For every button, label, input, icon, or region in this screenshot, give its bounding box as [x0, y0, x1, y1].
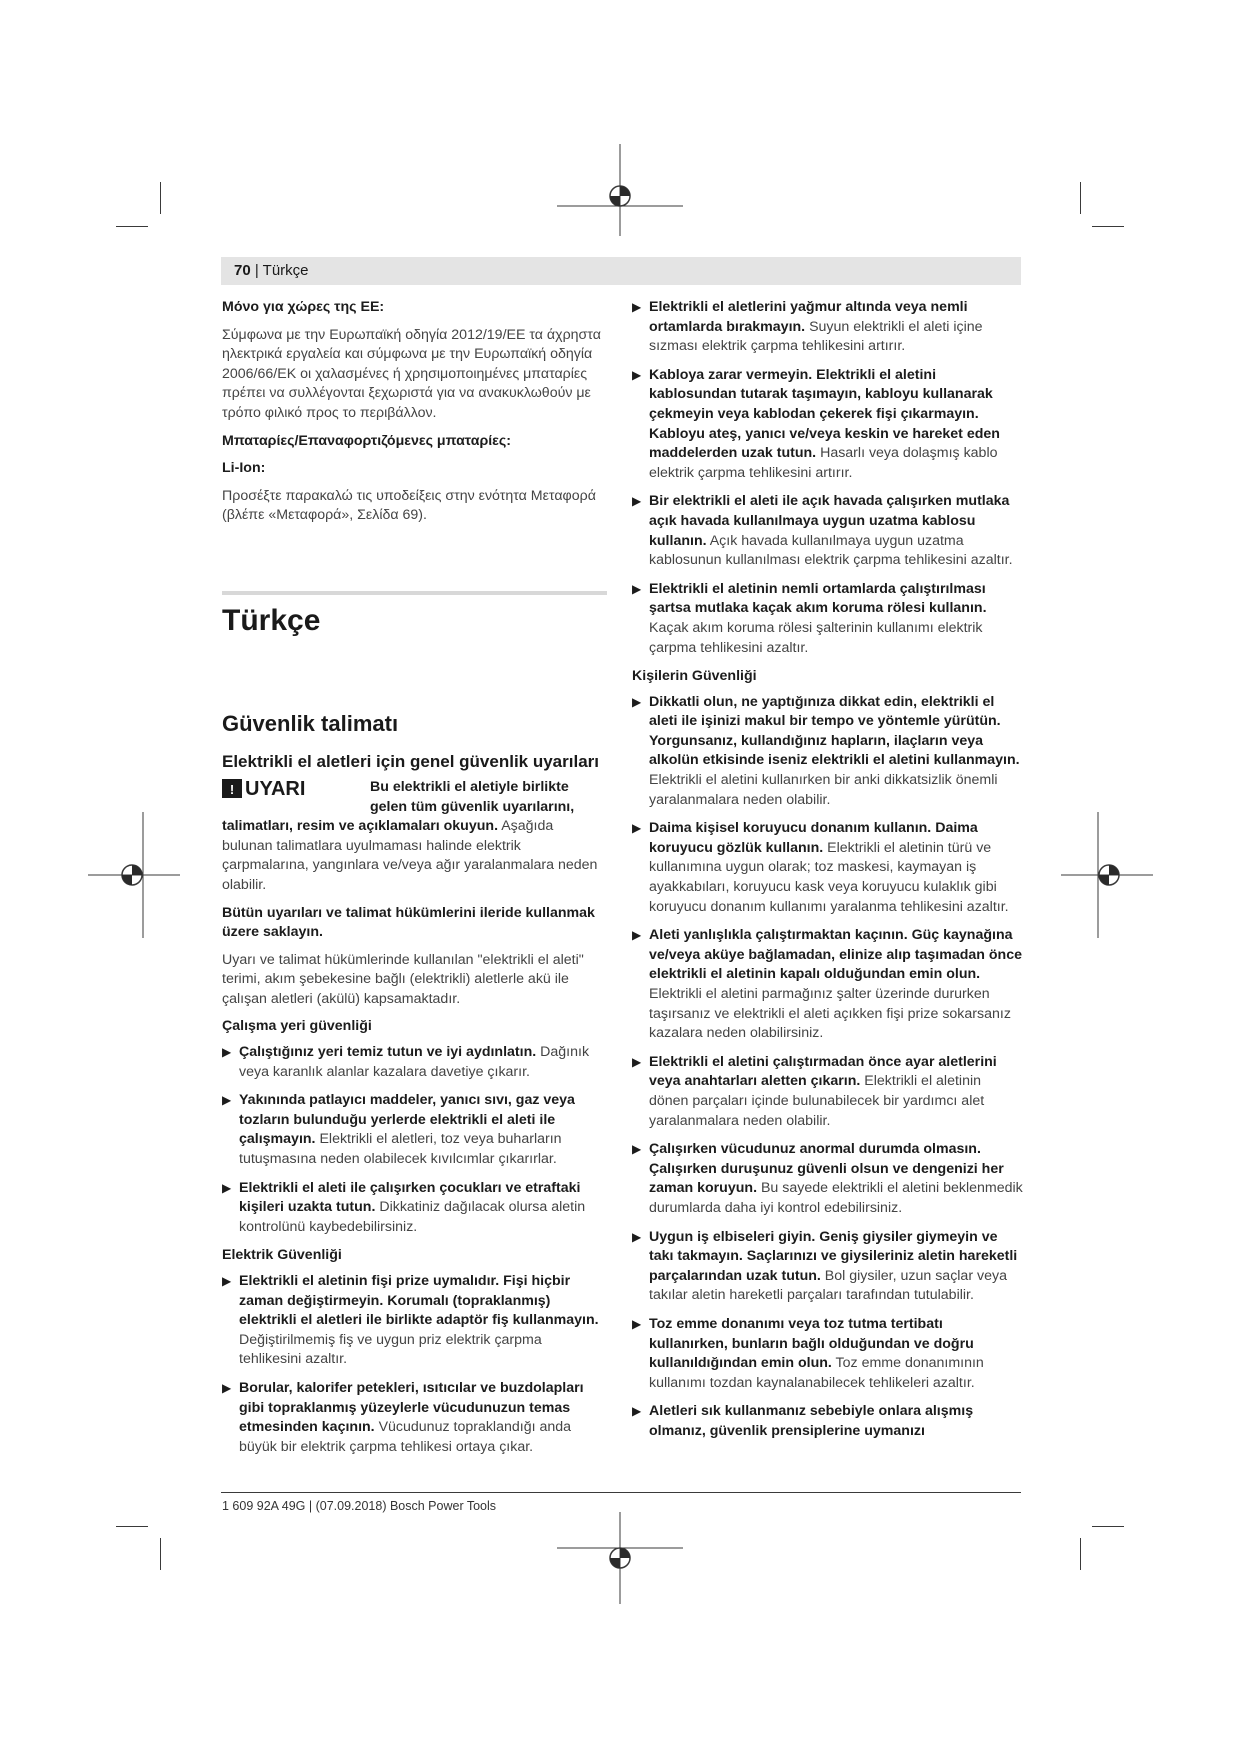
bullet-triangle-icon: ▶ — [222, 1045, 232, 1060]
crop-mark — [1080, 1538, 1081, 1570]
left-column — [222, 298, 607, 1466]
crop-mark — [1080, 182, 1081, 214]
list-item: ▶ Elektrikli el aleti ile çalışırken çocukları ve etraftaki kişileri uzakta tutun. Dikkatiniz dağılacak olursa aletin kontrolünü kaybedebilirsiniz. — [222, 1179, 586, 1235]
header-section: Türkçe — [262, 262, 309, 279]
registration-mark-left — [88, 812, 180, 938]
bullet-triangle-icon: ▶ — [632, 1054, 642, 1069]
footer-rule — [221, 1492, 1021, 1493]
list-item: ▶ Çalışırken vücudunuz anormal durumda olmasın. Çalışırken duruşunuz güvenli olsun ve dengenizi her zaman koruyun. Bu sayede elektrikli el aletini beklenmedik durumlarda daha iyi kontrol edebilirsiniz. — [632, 1141, 1023, 1216]
list-item: ▶ Elektrikli el aletinin fişi prize uymalıdır. Fişi hiçbir zaman değiştirmeyin. Korumalı (topraklanmış) elektrikli el aletleri ile birlikte adaptör fiş kullanmayın. Değiştirilmemiş fiş ve uygun priz elektrik çarpma tehlikesini azaltır. — [222, 1273, 599, 1368]
greek-battery-heading: Μπαταρίες/Επαναφορτιζόμενες μπαταρίες: — [222, 432, 512, 449]
personal-safety-heading: Kişilerin Güvenliği — [632, 668, 757, 685]
crop-mark — [116, 1526, 148, 1527]
warning-bold-2: talimatları, resim ve açıklamaları okuyun. — [222, 818, 499, 835]
warning-bold-1: Bu elektrikli el aletiyle birlikte gelen tüm güvenlik uyarılarını, — [370, 778, 575, 815]
electrical-heading: Elektrik Güvenliği — [222, 1247, 342, 1264]
header-separator: | — [250, 262, 263, 279]
list-item: ▶ Kabloya zarar vermeyin. Elektrikli el aletini kablosundan tutarak taşımayın, kabloyu kullanarak çekmeyin veya kablodan çekerek fişi çıkarmayın. Kabloyu ateş, yanıcı ve/veya keskin ve hareket eden maddelerden uzak tutun. Hasarlı veya dolaşmış kablo elektrik çarpma tehlikesini artırır. — [632, 366, 1000, 481]
greek-para-1: Σύμφωνα με την Ευρωπαϊκή οδηγία 2012/19/ΕΕ τα άχρηστα ηλεκτρικά εργαλεία και σύμφωνα με την Ευρωπαϊκή οδηγία 2006/66/ΕΚ οι χαλασμένες ή χρησιμοποιημένες μπαταρίες πρέπει να συλλέγονται ξεχωριστά για να ανακυκλωθούν με τρόπο φιλικό προς το περιβάλλον. — [222, 326, 601, 421]
term-definition: Uyarı ve talimat hükümlerinde kullanılan "elektrikli el aleti" terimi, akım şebekesine bağlı (elektrikli) aletlerle akü ile çalışan aletleri (akülü) kapsamaktadır. — [222, 951, 584, 1007]
bullet-triangle-icon: ▶ — [632, 1316, 642, 1331]
bullet-triangle-icon: ▶ — [222, 1093, 232, 1108]
bullet-triangle-icon: ▶ — [222, 1180, 232, 1195]
greek-liion: Li-Ion: — [222, 460, 266, 477]
crop-mark — [160, 1538, 161, 1570]
bullet-triangle-icon: ▶ — [222, 1274, 232, 1288]
list-item: ▶ Toz emme donanımı veya toz tutma tertibatı kullanırken, bunların bağlı olduğundan ve doğru kullanıldığından emin olun. Toz emme donanımının kullanımı tozdan kaynalanabilecek tehlikeleri azaltır. — [632, 1315, 984, 1391]
crop-mark — [1092, 226, 1124, 227]
crop-mark — [1092, 1526, 1124, 1527]
warning-text: Aşağıda bulunan talimatlara uyulmaması halinde elektrik çarpmalarına, yangınlara ve/veya ağır yaralanmalara neden olabilir. — [222, 818, 598, 893]
greek-para-2: Προσέξτε παρακαλώ τις υποδείξεις στην ενότητα Μεταφορά (βλέπε «Μεταφορά», Σελίδα 69). — [222, 487, 596, 524]
list-item: ▶ Elektrikli el aletini çalıştırmadan önce ayar aletlerini veya anahtarları aletten çıkarın. Elektrikli el aletinin dönen parçaları içinde bulunabilecek bir yardımcı alet yaralanmalara neden olabilir. — [632, 1053, 997, 1129]
list-item: ▶ Yakınında patlayıcı maddeler, yanıcı sıvı, gaz veya tozların bulunduğu yerlerde elektrikli el aleti ile çalışmayın. Elektrikli el aletleri, toz veya buharların tutuşmasına neden olabilecek kıvılcımlar çıkarırlar. — [222, 1092, 575, 1168]
warning-label — [222, 778, 370, 800]
bullet-triangle-icon: ▶ — [632, 1229, 642, 1244]
list-item: ▶ Çalıştığınız yeri temiz tutun ve iyi aydınlatın. Dağınık veya karanlık alanlar kazalara davetiye çıkarır. — [222, 1044, 590, 1080]
page-header — [234, 262, 309, 279]
warning-label-text: UYARI — [245, 777, 306, 800]
bullet-triangle-icon: ▶ — [632, 928, 642, 943]
registration-mark-bottom — [557, 1512, 683, 1604]
page-number: 70 — [234, 262, 251, 279]
bullet-triangle-icon: ▶ — [222, 1380, 232, 1395]
bullet-triangle-icon: ▶ — [632, 300, 642, 314]
bullet-triangle-icon: ▶ — [632, 694, 642, 709]
list-item: ▶ Uygun iş elbiseleri giyin. Geniş giysiler giymeyin ve takı takmayın. Saçlarınızı ve giysileriniz aletin hareketli parçalarından uzak tutun. Bol giysiler, uzun saçlar veya takılar aletin hareketli parçaları tarafından tutulabilir. — [632, 1228, 1018, 1304]
registration-mark-top — [557, 144, 683, 236]
bullet-triangle-icon: ▶ — [632, 494, 642, 509]
safety-title: Güvenlik talimatı — [222, 710, 399, 736]
list-item: ▶ Aletleri sık kullanmanız sebebiyle onlara alışmış olmanız, güvenlik prensiplerine uymanızı — [632, 1403, 974, 1439]
registration-mark-right — [1061, 812, 1153, 938]
save-instructions: Bütün uyarıları ve talimat hükümlerini ileride kullanmak üzere saklayın. — [222, 904, 595, 941]
bullet-triangle-icon: ▶ — [632, 367, 642, 382]
page-header-bar — [221, 257, 1021, 285]
work-area-heading: Çalışma yeri güvenliği — [222, 1018, 372, 1035]
language-title: Türkçe — [222, 603, 321, 637]
bullet-triangle-icon: ▶ — [632, 581, 642, 596]
general-warnings-title: Elektrikli el aletleri için genel güvenlik uyarıları — [222, 751, 599, 771]
list-item: ▶ Elektrikli el aletinin nemli ortamlarda çalıştırılması şartsa mutlaka kaçak akım koruma rölesi kullanın. Kaçak akım koruma rölesi şalterinin kullanımı elektrik çarpma tehlikesini azaltır. — [632, 580, 987, 656]
warning-triangle-icon: ! — [222, 779, 242, 798]
right-column — [632, 298, 1024, 1450]
list-item: ▶ Daima kişisel koruyucu donanım kullanın. Daima koruyucu gözlük kullanın. Elektrikli el aletinin türü ve kullanımına uygun olarak; toz maskesi, kaymayan iş ayakkabıları, koruyucu kask veya koruyucu kulaklık gibi koruyucu donanım kullanımı yaralanma tehlikesini azaltır. — [632, 820, 1009, 915]
list-item: ▶ Elektrikli el aletlerini yağmur altında veya nemli ortamlarda bırakmayın. Suyun elektrikli el aleti içine sızması elektrik çarpma tehlikesini artırır. — [632, 299, 983, 355]
greek-heading: Μόνο για χώρες της ΕΕ: — [222, 299, 385, 315]
footer-text: 1 609 92A 49G | (07.09.2018) Bosch Power Tools — [222, 1499, 497, 1513]
list-item: ▶ Aleti yanlışlıkla çalıştırmaktan kaçının. Güç kaynağına ve/veya aküye bağlamadan, elinize alıp taşımadan önce elektrikli el aletinin kapalı olduğundan emin olun. Elektrikli el aletini parmağınız şalter üzerinde dururken taşırsanız ve elektrikli el aleti açıkken fişi prize sokarsanız kazalara neden olabilirsiniz. — [632, 927, 1022, 1042]
crop-mark — [160, 182, 161, 214]
bullet-triangle-icon: ▶ — [632, 1142, 642, 1157]
bullet-triangle-icon: ▶ — [632, 1404, 642, 1419]
list-item: ▶ Dikkatli olun, ne yaptığınıza dikkat edin, elektrikli el aleti ile işinizi makul bir tempo ve yöntemle yürütün. Yorgunsanız, kullandığınız hapların, ilaçların veya alkolün etkisinde iseniz elektrikli el aletini kullanmayın. Elektrikli el aletini kullanırken bir anki dikkatsizlik önemli yaralanmalara neden olabilir. — [632, 693, 1020, 808]
list-item: ▶ Bir elektrikli el aleti ile açık havada çalışırken mutlaka açık havada kullanılmaya uygun uzatma kablosu kullanın. Açık havada kullanılmaya uygun uzatma kablosunun kullanılması elektrik çarpma tehlikesini azaltır. — [632, 493, 1013, 569]
crop-mark — [116, 226, 148, 227]
bullet-triangle-icon: ▶ — [632, 821, 642, 836]
list-item: ▶ Borular, kalorifer petekleri, ısıtıcılar ve buzdolapları gibi topraklanmış yüzeylerle vücudunuzun temas etmesinden kaçının. Vücudunuz topraklandığı anda büyük bir elektrik çarpma tehlikesi ortaya çıkar. — [222, 1379, 584, 1455]
warning-block — [222, 778, 607, 817]
section-divider — [222, 591, 607, 595]
